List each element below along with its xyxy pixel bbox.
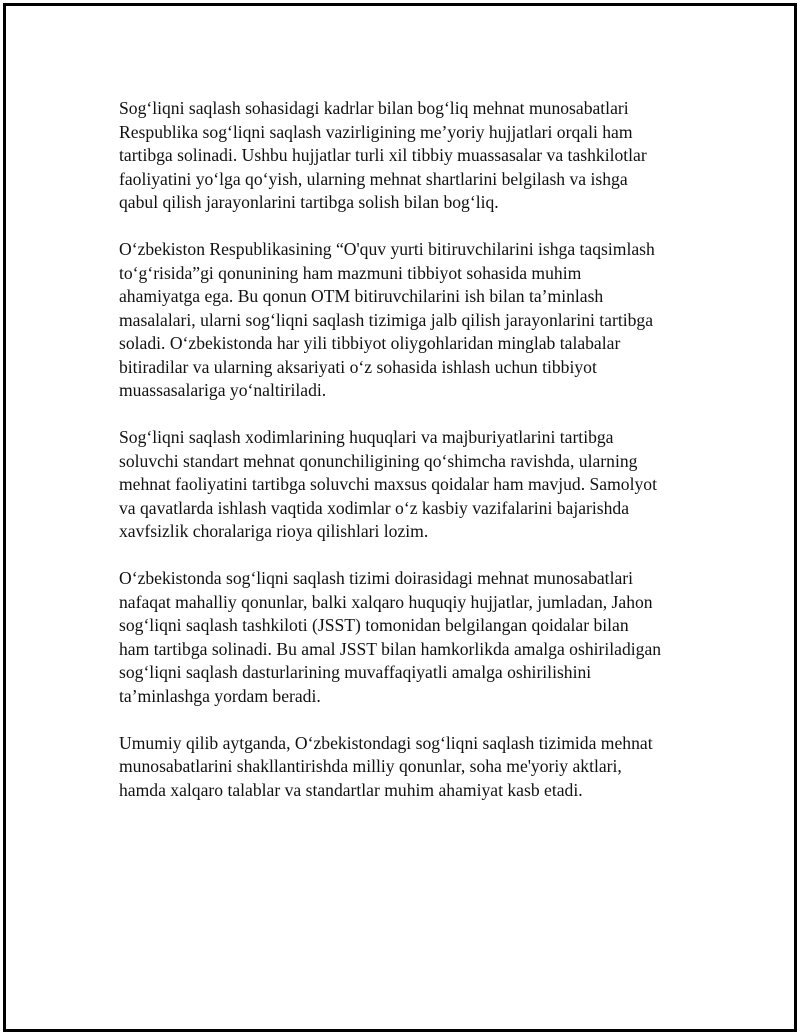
paragraph-4: O‘zbekistonda sog‘liqni saqlash tizimi doirasidagi mehnat munosabatlari nafaqat mahalliy qonunlar, balki xalqaro huquqiy hujjatlar, jumladan, Jahon sog‘liqni saqlash tashkiloti (JSST) tomonidan belgilangan qoidalar bilan ham tartibga solinadi. Bu amal JSST bilan hamkorlikda amalga oshiriladigan sog‘liqni saqlash dasturlarining muvaffaqiyatli amalga oshirilishini ta’minlashga yordam beradi. — [119, 568, 662, 706]
document-body — [119, 97, 704, 826]
paragraph-1: Sog‘liqni saqlash sohasidagi kadrlar bilan bog‘liq mehnat munosabatlari Respublika sog‘liqni saqlash vazirligining me’yoriy hujjatlari orqali ham tartibga solinadi. Ushbu hujjatlar turli xil tibbiy muassasalar va tashkilotlar faoliyatini yo‘lga qo‘yish, ularning mehnat shartlarini belgilash va ishga qabul qilish jarayonlarini tartibga solish bilan bog‘liq. — [119, 98, 647, 212]
document-page — [3, 3, 797, 1032]
paragraph-3: Sog‘liqni saqlash xodimlarining huquqlari va majburiyatlarini tartibga soluvchi standart mehnat qonunchiligining qo‘shimcha ravishda, ularning mehnat faoliyatini tartibga soluvchi maxsus qoidalar ham mavjud. Samolyot va qavatlarda ishlash vaqtida xodimlar o‘z kasbiy vazifalarini bajarishda xavfsizlik choralariga rioya qilishlari lozim. — [119, 427, 657, 541]
paragraph-2: O‘zbekiston Respublikasining “O'quv yurti bitiruvchilarini ishga taqsimlash to‘g‘risida”gi qonunining ham mazmuni tibbiyot sohasida muhim ahamiyatga ega. Bu qonun OTM bitiruvchilarini ish bilan ta’minlash masalalari, ularni sog‘liqni saqlash tizimiga jalb qilish jarayonlarini tartibga soladi. O‘zbekistonda har yili tibbiyot oliygohlaridan minglab talabalar bitiradilar va ularning aksariyati o‘z sohasida ishlash uchun tibbiyot muassasalariga yo‘naltiriladi. — [119, 239, 655, 400]
paragraph-5: Umumiy qilib aytganda, O‘zbekistondagi sog‘liqni saqlash tizimida mehnat munosabatlarini shakllantirishda milliy qonunlar, soha me'yoriy aktlari, hamda xalqaro talablar va standartlar muhim ahamiyat kasb etadi. — [119, 732, 653, 800]
